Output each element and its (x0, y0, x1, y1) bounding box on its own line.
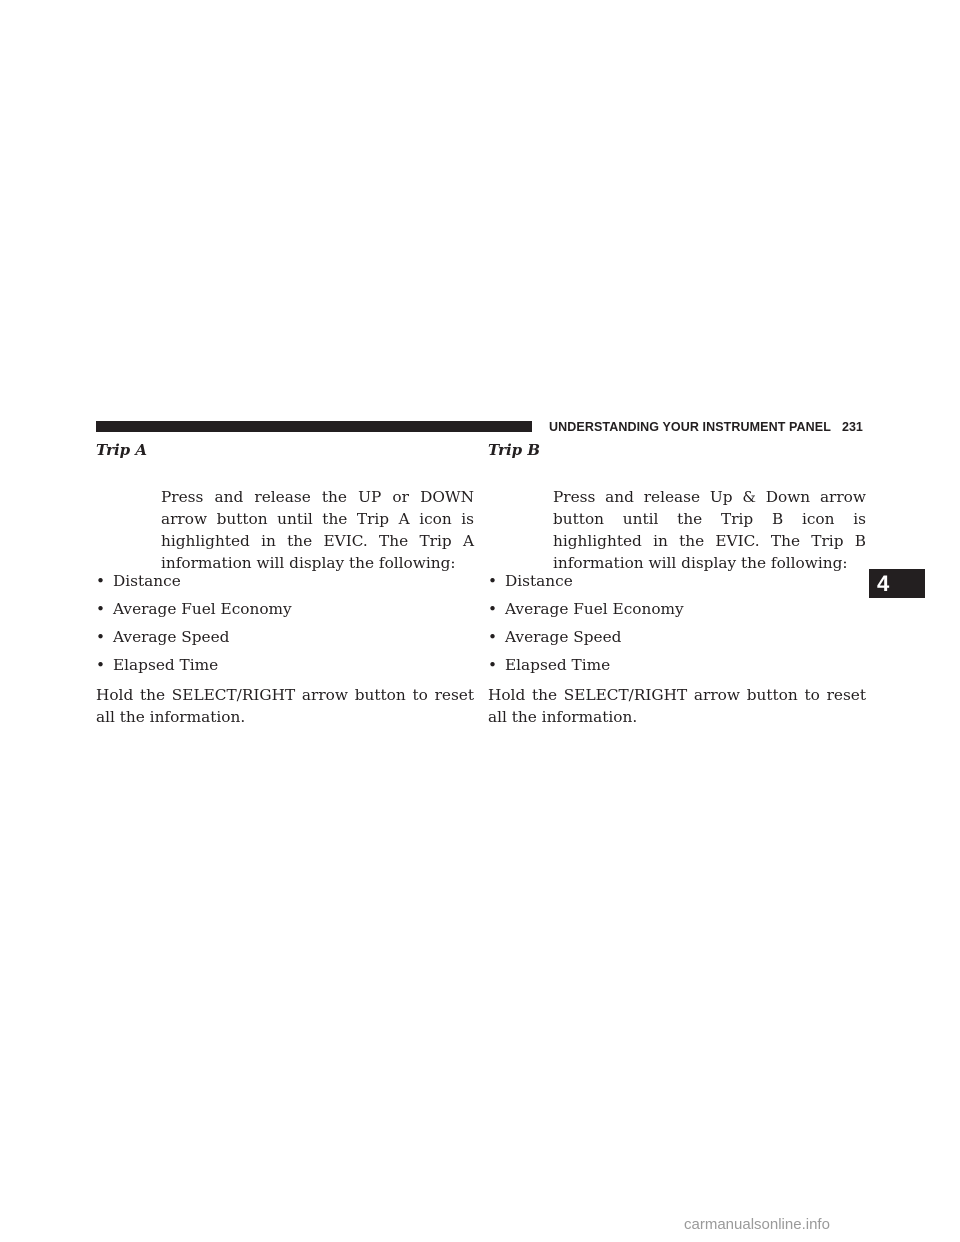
list-item (96, 653, 292, 681)
chapter-tab: 4 (869, 569, 925, 598)
bullet-icon: • (96, 628, 106, 646)
intro-paragraph-trip-b: Press and release Up & Down arrow button until the Trip B icon is highlighted in the EVIC. The Trip B information will display the following: (553, 488, 866, 572)
list-item-label: Average Speed (113, 628, 230, 646)
footer-watermark: carmanualsonline.info (684, 1216, 830, 1233)
list-item-label: Elapsed Time (113, 656, 219, 674)
bullet-icon: • (488, 600, 498, 618)
list-item-label: Elapsed Time (505, 656, 611, 674)
list-item (488, 569, 684, 597)
closing-paragraph-trip-b: Hold the SELECT/RIGHT arrow button to reset all the information. (488, 686, 866, 726)
bullet-list-trip-a (96, 569, 292, 681)
intro-paragraph-trip-a: Press and release the UP or DOWN arrow button until the Trip A icon is highlighted in the EVIC. The Trip A information will display the following: (161, 488, 474, 572)
list-item-label: Average Fuel Economy (505, 600, 684, 618)
list-item (488, 597, 684, 625)
running-header-title: UNDERSTANDING YOUR INSTRUMENT PANEL (549, 420, 831, 434)
list-item-label: Average Fuel Economy (113, 600, 292, 618)
bullet-icon: • (96, 572, 106, 590)
list-item (96, 597, 292, 625)
bullet-icon: • (488, 572, 498, 590)
list-item (96, 569, 292, 597)
bullet-list-trip-b (488, 569, 684, 681)
list-item-label: Distance (113, 572, 181, 590)
section-heading-trip-b: Trip B (488, 441, 541, 459)
section-heading-trip-a: Trip A (96, 441, 148, 459)
list-item-label: Average Speed (505, 628, 622, 646)
header-rule (96, 421, 532, 432)
bullet-icon: • (96, 656, 106, 674)
page-number: 231 (842, 420, 863, 434)
bullet-icon: • (488, 628, 498, 646)
bullet-icon: • (96, 600, 106, 618)
bullet-icon: • (488, 656, 498, 674)
list-item (96, 625, 292, 653)
closing-paragraph-trip-a: Hold the SELECT/RIGHT arrow button to reset all the information. (96, 686, 474, 726)
list-item-label: Distance (505, 572, 573, 590)
list-item (488, 653, 684, 681)
list-item (488, 625, 684, 653)
